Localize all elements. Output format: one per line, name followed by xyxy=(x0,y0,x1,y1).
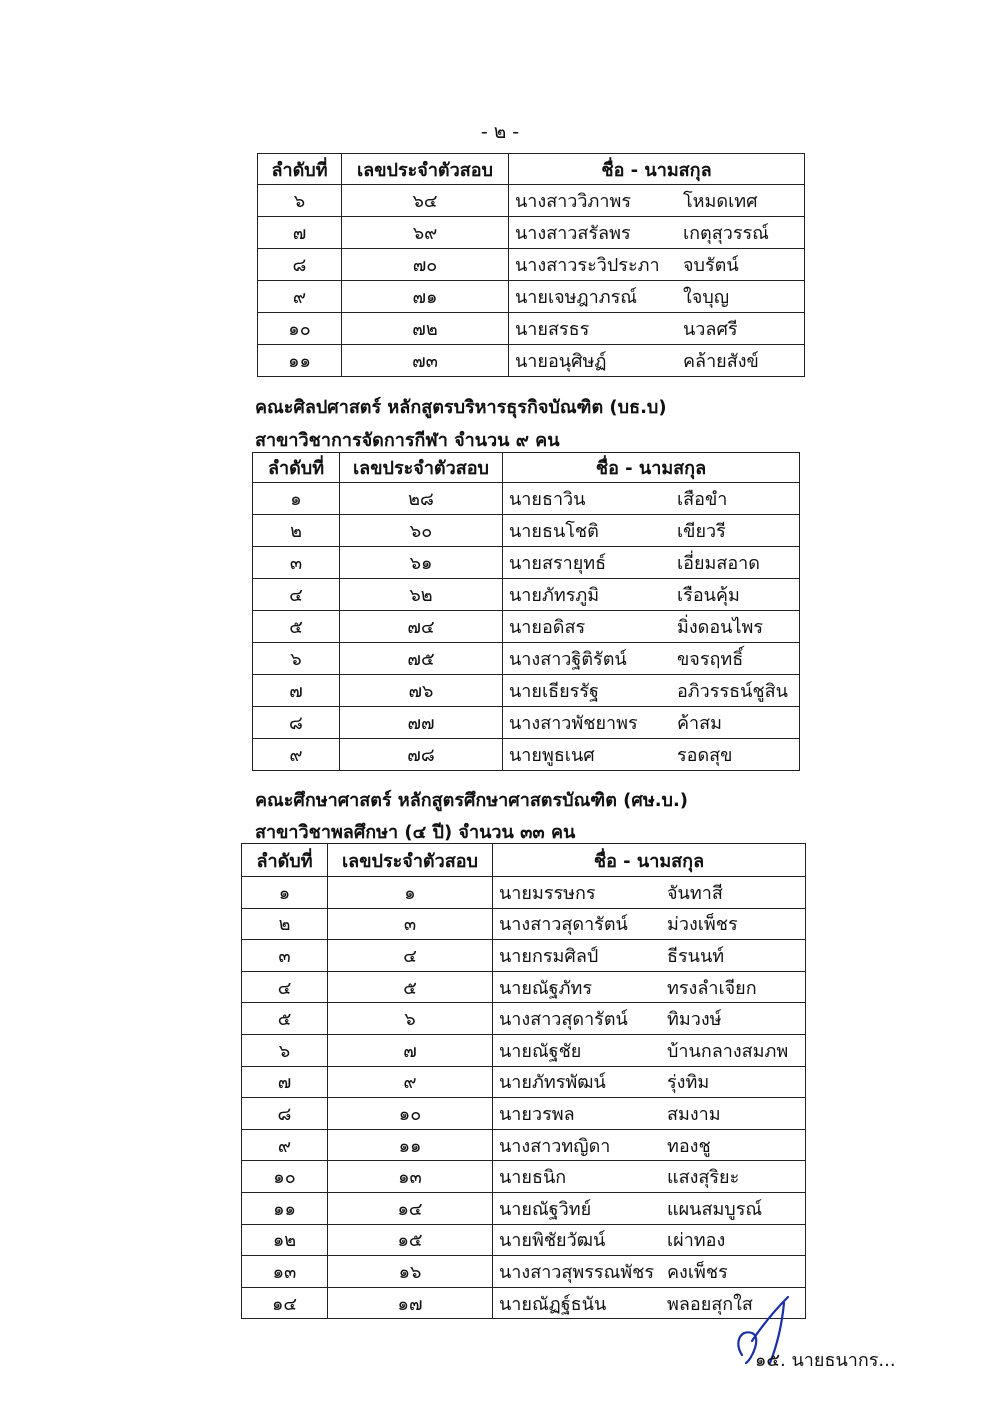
row-exam-id: ๖๔ xyxy=(342,185,509,217)
last-name: ใจบุญ xyxy=(683,287,730,308)
table-row xyxy=(242,971,806,1003)
last-name: รุ่งทิม xyxy=(667,1072,710,1094)
row-name xyxy=(493,1161,806,1193)
last-name: คล้ายสังข์ xyxy=(683,351,759,372)
row-name xyxy=(503,611,800,643)
row-exam-id: ๑๕ xyxy=(328,1224,493,1256)
row-name xyxy=(509,313,805,345)
first-name: นายสรายุทธ์ xyxy=(509,553,607,574)
first-name: นายเธียรรัฐ xyxy=(509,681,599,702)
table-row xyxy=(253,739,800,771)
row-exam-id: ๗๐ xyxy=(342,249,509,281)
row-order: ๑ xyxy=(253,483,340,515)
row-name xyxy=(503,579,800,611)
row-exam-id: ๑๑ xyxy=(328,1129,493,1161)
column-header-id: เลขประจำตัวสอบ xyxy=(342,154,509,185)
row-name xyxy=(503,515,800,547)
column-header-order: ลำดับที่ xyxy=(242,844,328,877)
last-name: สมงาม xyxy=(667,1103,721,1125)
row-name xyxy=(493,940,806,972)
row-name xyxy=(493,1034,806,1066)
first-name: นายพูธเนศ xyxy=(509,745,595,766)
section-heading-liberal-arts: คณะศิลปศาสตร์ หลักสูตรบริหารธุรกิจบัณฑิต (บธ.บ) xyxy=(255,397,667,418)
first-name: นายพิชัยวัฒน์ xyxy=(499,1230,606,1252)
first-name: นางสาววิภาพร xyxy=(515,191,632,212)
first-name: นายวรพล xyxy=(499,1103,575,1125)
row-order: ๔ xyxy=(242,971,328,1003)
last-name: จันทาสี xyxy=(667,882,723,904)
row-order: ๑๓ xyxy=(242,1256,328,1288)
table-row xyxy=(242,1256,806,1288)
row-name xyxy=(493,1192,806,1224)
row-order: ๕ xyxy=(242,1003,328,1035)
column-header-id: เลขประจำตัวสอบ xyxy=(328,844,493,877)
table-row xyxy=(253,707,800,739)
first-name: นายณัฐวิทย์ xyxy=(499,1198,592,1220)
row-name xyxy=(503,707,800,739)
row-name xyxy=(493,1256,806,1288)
row-exam-id: ๗๖ xyxy=(340,675,503,707)
first-name: นางสาวสุดารัตน์ xyxy=(499,1009,628,1031)
last-name: พลอยสุกใส xyxy=(667,1293,753,1315)
row-exam-id: ๙ xyxy=(328,1066,493,1098)
table-row xyxy=(242,908,806,940)
last-name: ขจรฤทธิ์ xyxy=(677,649,744,670)
first-name: นางสาวพัชยาพร xyxy=(509,713,638,734)
table-sport-management xyxy=(252,452,800,771)
table-row xyxy=(258,281,805,313)
table-row xyxy=(242,1003,806,1035)
row-exam-id: ๖๑ xyxy=(340,547,503,579)
last-name: โหมดเทศ xyxy=(683,191,758,212)
first-name: นายกรมศิลป์ xyxy=(499,945,599,967)
table-row xyxy=(242,1224,806,1256)
last-name: คงเพ็ชร xyxy=(667,1261,728,1283)
row-order: ๑๑ xyxy=(242,1192,328,1224)
first-name: นางสาวระวิประภา xyxy=(515,255,660,276)
table-row xyxy=(258,185,805,217)
row-name xyxy=(493,908,806,940)
first-name: นางสาวสรัลพร xyxy=(515,223,631,244)
row-exam-id: ๗๘ xyxy=(340,739,503,771)
row-name xyxy=(503,643,800,675)
last-name: ทิมวงษ์ xyxy=(667,1009,722,1031)
last-name: อภิวรรธน์ชูสิน xyxy=(677,681,788,702)
last-name: รอดสุข xyxy=(677,745,733,766)
first-name: นายเจษฎาภรณ์ xyxy=(515,287,637,308)
row-exam-id: ๗๑ xyxy=(342,281,509,313)
column-header-order: ลำดับที่ xyxy=(253,453,340,483)
row-name xyxy=(493,1129,806,1161)
table-row xyxy=(253,515,800,547)
last-name: ค้าสม xyxy=(677,713,722,734)
column-header-id: เลขประจำตัวสอบ xyxy=(340,453,503,483)
row-exam-id: ๔ xyxy=(328,940,493,972)
table-row xyxy=(242,1034,806,1066)
row-order: ๑๔ xyxy=(242,1287,328,1319)
table-row xyxy=(253,547,800,579)
last-name: นวลศรี xyxy=(683,319,738,340)
row-order: ๑๐ xyxy=(242,1161,328,1193)
first-name: นายอดิสร xyxy=(509,617,586,638)
row-order: ๒ xyxy=(242,908,328,940)
table-row xyxy=(258,249,805,281)
row-name xyxy=(509,249,805,281)
table-row xyxy=(253,579,800,611)
first-name: นางสาวทญิดา xyxy=(499,1135,611,1157)
row-exam-id: ๗๕ xyxy=(340,643,503,675)
row-order: ๘ xyxy=(253,707,340,739)
table-row xyxy=(242,1287,806,1319)
first-name: นายอนุศิษฏ์ xyxy=(515,351,607,372)
row-name xyxy=(493,1098,806,1130)
table-row xyxy=(242,940,806,972)
first-name: นายณัฏฐ์ธนัน xyxy=(499,1293,607,1315)
section-subheading-physical-education: สาขาวิชาพลศึกษา (๔ ปี) จำนวน ๓๓ คน xyxy=(255,822,576,843)
row-order: ๗ xyxy=(258,217,342,249)
row-exam-id: ๒๘ xyxy=(340,483,503,515)
row-order: ๘ xyxy=(258,249,342,281)
first-name: นายธนโชติ xyxy=(509,521,599,542)
row-exam-id: ๑๗ xyxy=(328,1287,493,1319)
row-exam-id: ๗๒ xyxy=(342,313,509,345)
first-name: นางสาวสุพรรณพัชร xyxy=(499,1261,655,1283)
row-name xyxy=(493,1066,806,1098)
row-name xyxy=(493,1224,806,1256)
row-exam-id: ๑๓ xyxy=(328,1161,493,1193)
table-row xyxy=(253,483,800,515)
table-row xyxy=(258,345,805,377)
last-name: บ้านกลางสมภพ xyxy=(667,1040,789,1062)
table-row xyxy=(242,877,806,909)
first-name: นายณัฐชัย xyxy=(499,1040,582,1062)
first-name: นายภัทรพัฒน์ xyxy=(499,1072,606,1094)
table-row xyxy=(242,1098,806,1130)
last-name: ทรงลำเจียก xyxy=(667,977,757,999)
first-name: นายธนิก xyxy=(499,1167,567,1189)
row-name xyxy=(493,877,806,909)
column-header-order: ลำดับที่ xyxy=(258,154,342,185)
row-name xyxy=(509,185,805,217)
column-header-name: ชื่อ - นามสกุล xyxy=(503,453,800,483)
row-order: ๗ xyxy=(242,1066,328,1098)
row-order: ๖ xyxy=(258,185,342,217)
table-row xyxy=(258,217,805,249)
last-name: เรือนคุ้ม xyxy=(677,585,740,606)
table-row xyxy=(242,1066,806,1098)
row-name xyxy=(493,971,806,1003)
row-order: ๖ xyxy=(242,1034,328,1066)
last-name: เขียวรี xyxy=(677,521,726,542)
row-exam-id: ๑๐ xyxy=(328,1098,493,1130)
row-order: ๑๒ xyxy=(242,1224,328,1256)
column-header-name: ชื่อ - นามสกุล xyxy=(493,844,806,877)
row-name xyxy=(509,345,805,377)
row-exam-id: ๑๖ xyxy=(328,1256,493,1288)
table-row xyxy=(242,1192,806,1224)
row-order: ๒ xyxy=(253,515,340,547)
last-name: เผ่าทอง xyxy=(667,1230,726,1252)
row-order: ๔ xyxy=(253,579,340,611)
row-order: ๙ xyxy=(242,1129,328,1161)
row-order: ๗ xyxy=(253,675,340,707)
table-row xyxy=(253,611,800,643)
last-name: จบรัตน์ xyxy=(683,255,739,276)
row-name xyxy=(503,675,800,707)
continuation-footer: ๑๕. นายธนากร... xyxy=(755,1350,896,1371)
row-order: ๙ xyxy=(258,281,342,313)
first-name: นายสรธร xyxy=(515,319,590,340)
table-row xyxy=(258,313,805,345)
section-subheading-sport-management: สาขาวิชาการจัดการกีฬา จำนวน ๙ คน xyxy=(255,430,560,451)
table-row xyxy=(253,675,800,707)
first-name: นายธาวิน xyxy=(509,489,586,510)
row-exam-id: ๗๔ xyxy=(340,611,503,643)
row-name xyxy=(509,217,805,249)
row-name xyxy=(503,547,800,579)
row-name xyxy=(503,739,800,771)
first-name: นายภัทรภูมิ xyxy=(509,585,600,606)
row-order: ๕ xyxy=(253,611,340,643)
row-order: ๙ xyxy=(253,739,340,771)
row-order: ๖ xyxy=(253,643,340,675)
first-name: นางสาวฐิติรัตน์ xyxy=(509,649,627,670)
table-row xyxy=(242,1161,806,1193)
row-order: ๑๑ xyxy=(258,345,342,377)
row-order: ๘ xyxy=(242,1098,328,1130)
row-exam-id: ๑ xyxy=(328,877,493,909)
table-continued-list xyxy=(257,153,805,377)
row-order: ๓ xyxy=(253,547,340,579)
first-name: นายมรรษกร xyxy=(499,882,596,904)
last-name: ม่วงเพ็ชร xyxy=(667,914,738,936)
row-exam-id: ๖๙ xyxy=(342,217,509,249)
first-name: นายณัฐภัทร xyxy=(499,977,592,999)
row-name xyxy=(503,483,800,515)
page-number: - ๒ - xyxy=(480,121,520,143)
row-exam-id: ๖๒ xyxy=(340,579,503,611)
last-name: มิ่งดอนไพร xyxy=(677,617,764,638)
table-row xyxy=(242,1129,806,1161)
row-name xyxy=(509,281,805,313)
last-name: เสือขำ xyxy=(677,489,728,510)
row-order: ๑๐ xyxy=(258,313,342,345)
last-name: แผนสมบูรณ์ xyxy=(667,1198,763,1220)
row-exam-id: ๑๔ xyxy=(328,1192,493,1224)
last-name: แสงสุริยะ xyxy=(667,1167,740,1189)
row-name xyxy=(493,1003,806,1035)
table-physical-education xyxy=(241,843,806,1319)
row-exam-id: ๗๓ xyxy=(342,345,509,377)
last-name: เอี่ยมสอาด xyxy=(677,553,760,574)
row-exam-id: ๗๗ xyxy=(340,707,503,739)
column-header-name: ชื่อ - นามสกุล xyxy=(509,154,805,185)
last-name: ธีรนนท์ xyxy=(667,945,725,967)
row-exam-id: ๓ xyxy=(328,908,493,940)
last-name: เกตุสุวรรณ์ xyxy=(683,223,769,244)
row-exam-id: ๕ xyxy=(328,971,493,1003)
row-exam-id: ๗ xyxy=(328,1034,493,1066)
last-name: ทองชู xyxy=(667,1135,711,1157)
row-order: ๓ xyxy=(242,940,328,972)
row-order: ๑ xyxy=(242,877,328,909)
row-exam-id: ๖ xyxy=(328,1003,493,1035)
table-row xyxy=(253,643,800,675)
section-heading-education: คณะศึกษาศาสตร์ หลักสูตรศึกษาศาสตรบัณฑิต (ศษ.บ.) xyxy=(255,790,689,811)
row-exam-id: ๖๐ xyxy=(340,515,503,547)
first-name: นางสาวสุดารัตน์ xyxy=(499,914,628,936)
